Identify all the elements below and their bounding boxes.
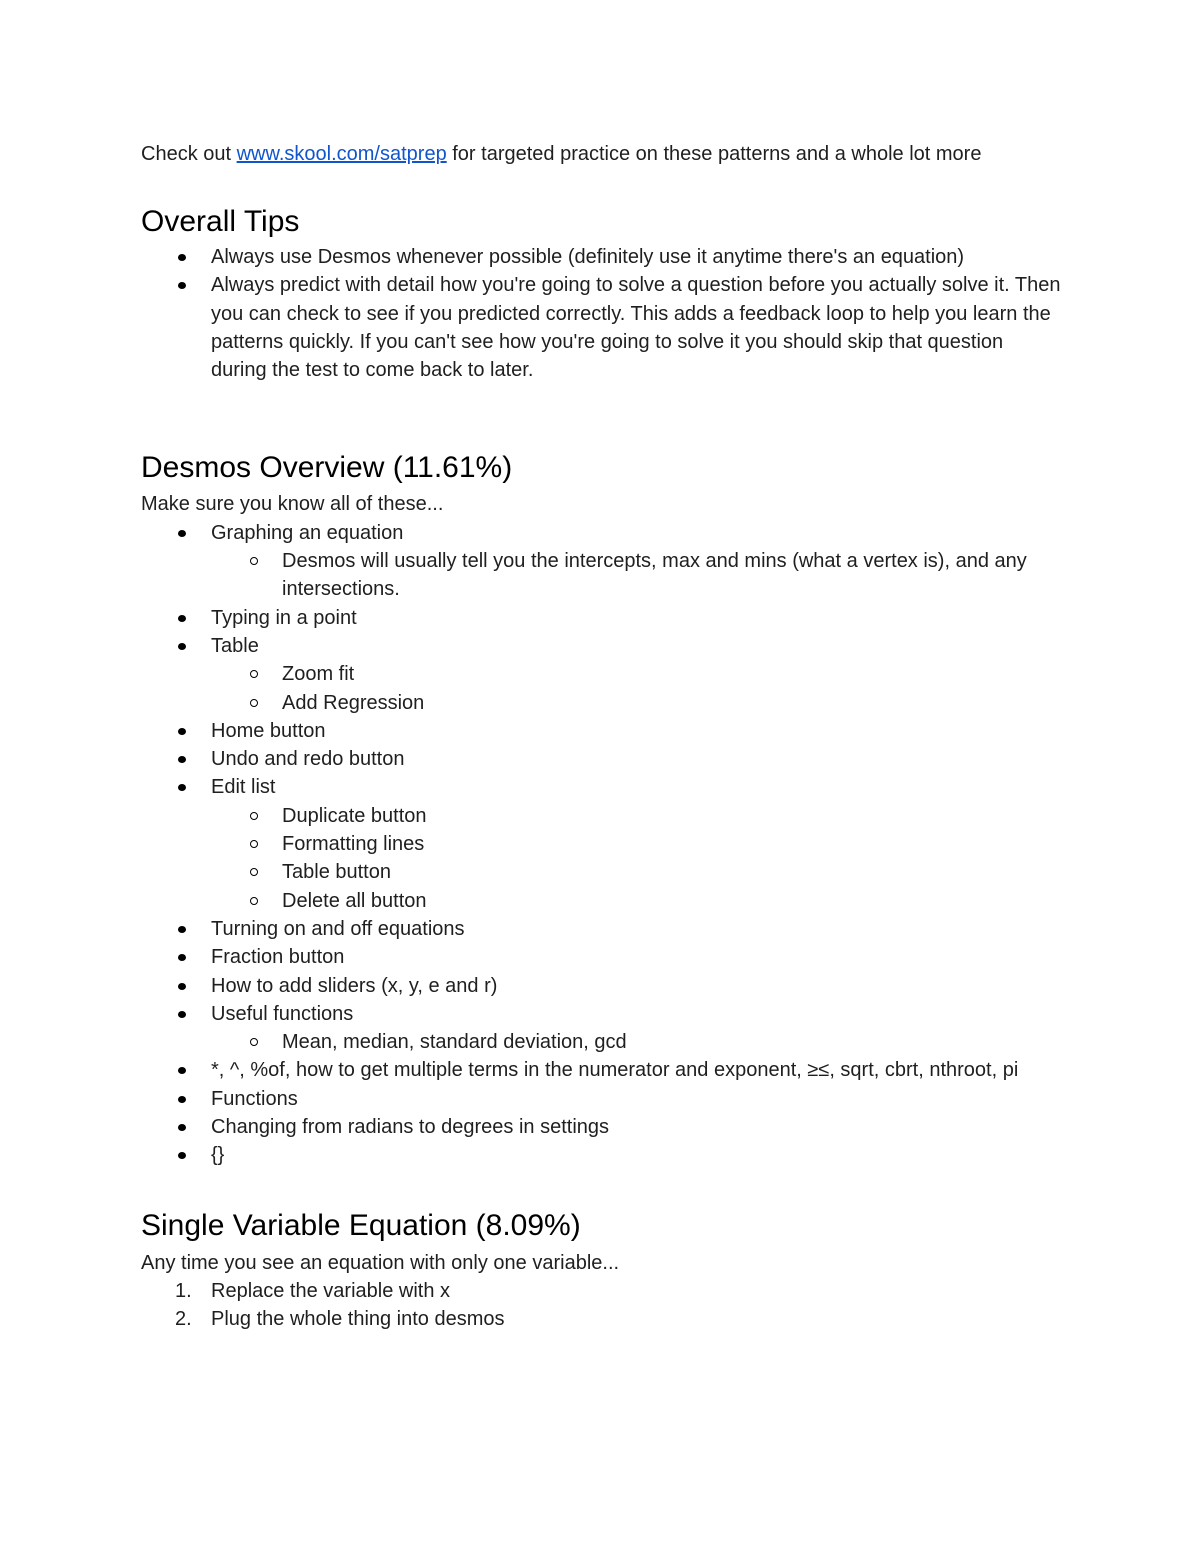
list-item-text: Graphing an equation <box>211 521 404 544</box>
bullet-icon <box>178 643 186 650</box>
list-item-text: Zoom fit <box>282 663 355 686</box>
list-item-text: Always use Desmos whenever possible (definitely use it anytime there's an equation) <box>211 246 965 268</box>
heading-single-variable-equation: Single Variable Equation (8.09%) <box>141 1208 581 1242</box>
list-item-text: How to add sliders (x, y, e and r) <box>211 974 498 997</box>
list-item-text: Table button <box>282 861 391 884</box>
bullet-icon <box>178 784 186 791</box>
list-item-text: Delete all button <box>282 889 427 912</box>
list-item <box>141 745 1061 773</box>
step-text: Plug the whole thing into desmos <box>211 1308 505 1331</box>
numbered-item <box>141 1277 1061 1305</box>
bullet-icon <box>178 615 186 622</box>
sub-list-item <box>141 858 1061 886</box>
circle-bullet-icon <box>250 557 258 565</box>
list-item-text: Fraction button <box>211 946 345 969</box>
sub-list-item <box>141 547 1061 604</box>
sub-list-item <box>141 802 1061 830</box>
sub-list-item <box>141 830 1061 858</box>
single-variable-intro: Any time you see an equation with only one variable... <box>141 1251 620 1274</box>
list-item-text: Desmos will usually tell you the intercepts, max and mins (what a vertex is), and any intersections. <box>282 550 1027 601</box>
list-item-text: Functions <box>211 1087 298 1110</box>
skool-link[interactable]: www.skool.com/satprep <box>236 143 447 165</box>
list-item-text: Changing from radians to degrees in settings <box>211 1116 610 1139</box>
desmos-intro: Make sure you know all of these... <box>141 493 444 516</box>
list-item <box>141 1113 1061 1141</box>
numbered-item <box>141 1305 1061 1333</box>
sub-list-item <box>141 1028 1061 1056</box>
circle-bullet-icon <box>250 1038 258 1046</box>
bullet-icon <box>178 1096 186 1103</box>
intro-line <box>141 140 1061 168</box>
bullet-icon <box>178 1011 186 1018</box>
step-number: 1. <box>175 1279 192 1302</box>
list-item <box>141 1000 1061 1028</box>
list-item-text: *, ^, %of, how to get multiple terms in the numerator and exponent, ≥≤, sqrt, cbrt, nthroot, pi <box>211 1059 1019 1082</box>
list-item-text: Formatting lines <box>282 833 425 856</box>
bullet-icon <box>178 1124 186 1131</box>
intro-suffix: for targeted practice on these patterns and a whole lot more <box>446 143 982 165</box>
heading-overall-tips: Overall Tips <box>141 205 300 238</box>
list-item-text: Mean, median, standard deviation, gcd <box>282 1031 627 1054</box>
list-item <box>141 604 1061 632</box>
list-item-text: Turning on and off equations <box>211 917 465 940</box>
list-item-text: Edit list <box>211 776 276 799</box>
overall-tips-list <box>141 243 1061 384</box>
bullet-icon <box>178 282 186 289</box>
list-item <box>141 915 1061 943</box>
list-item-text: Useful functions <box>211 1002 354 1025</box>
list-item <box>141 632 1061 660</box>
single-variable-steps <box>141 1277 1061 1334</box>
circle-bullet-icon <box>250 868 258 876</box>
list-item-text: Add Regression <box>282 691 425 714</box>
bullet-icon <box>178 728 186 735</box>
list-item-text: Always predict with detail how you're going to solve a question before you actually solve it. Then you can check to see if you predicted correctly. This adds a feedback loop to help you learn the patterns quickly. If you can't see how you're going to solve it you should skip that question during the test to come back to later. <box>211 274 1061 382</box>
list-item-text: Duplicate button <box>282 804 427 827</box>
step-text: Replace the variable with x <box>211 1279 451 1302</box>
list-item <box>141 943 1061 971</box>
sub-list-item <box>141 887 1061 915</box>
list-item-text: Home button <box>211 719 326 742</box>
list-item <box>141 519 1061 547</box>
list-item <box>141 1141 1061 1169</box>
list-item <box>141 271 1061 384</box>
document-content <box>141 140 1061 1334</box>
circle-bullet-icon <box>250 699 258 707</box>
bullet-icon <box>178 983 186 990</box>
circle-bullet-icon <box>250 670 258 678</box>
step-number: 2. <box>175 1308 192 1331</box>
bullet-icon <box>178 1152 186 1159</box>
list-item <box>141 243 1061 271</box>
bullet-icon <box>178 926 186 933</box>
list-item <box>141 773 1061 801</box>
list-item <box>141 717 1061 745</box>
circle-bullet-icon <box>250 812 258 820</box>
list-item <box>141 1085 1061 1113</box>
list-item-text: Undo and redo button <box>211 748 405 771</box>
list-item-text: Typing in a point <box>211 606 357 629</box>
sub-list-item <box>141 660 1061 688</box>
list-item <box>141 1056 1061 1084</box>
bullet-icon <box>178 954 186 961</box>
bullet-icon <box>178 254 186 261</box>
bullet-icon <box>178 756 186 763</box>
list-item <box>141 972 1061 1000</box>
list-item-text: Table <box>211 634 259 657</box>
sub-list-item <box>141 689 1061 717</box>
circle-bullet-icon <box>250 897 258 905</box>
bullet-icon <box>178 1067 186 1074</box>
intro-prefix: Check out <box>141 143 237 165</box>
bullet-icon <box>178 530 186 537</box>
heading-desmos-overview: Desmos Overview (11.61%) <box>141 451 513 485</box>
list-item-text: {} <box>211 1144 225 1167</box>
desmos-list <box>141 519 1061 1170</box>
circle-bullet-icon <box>250 840 258 848</box>
